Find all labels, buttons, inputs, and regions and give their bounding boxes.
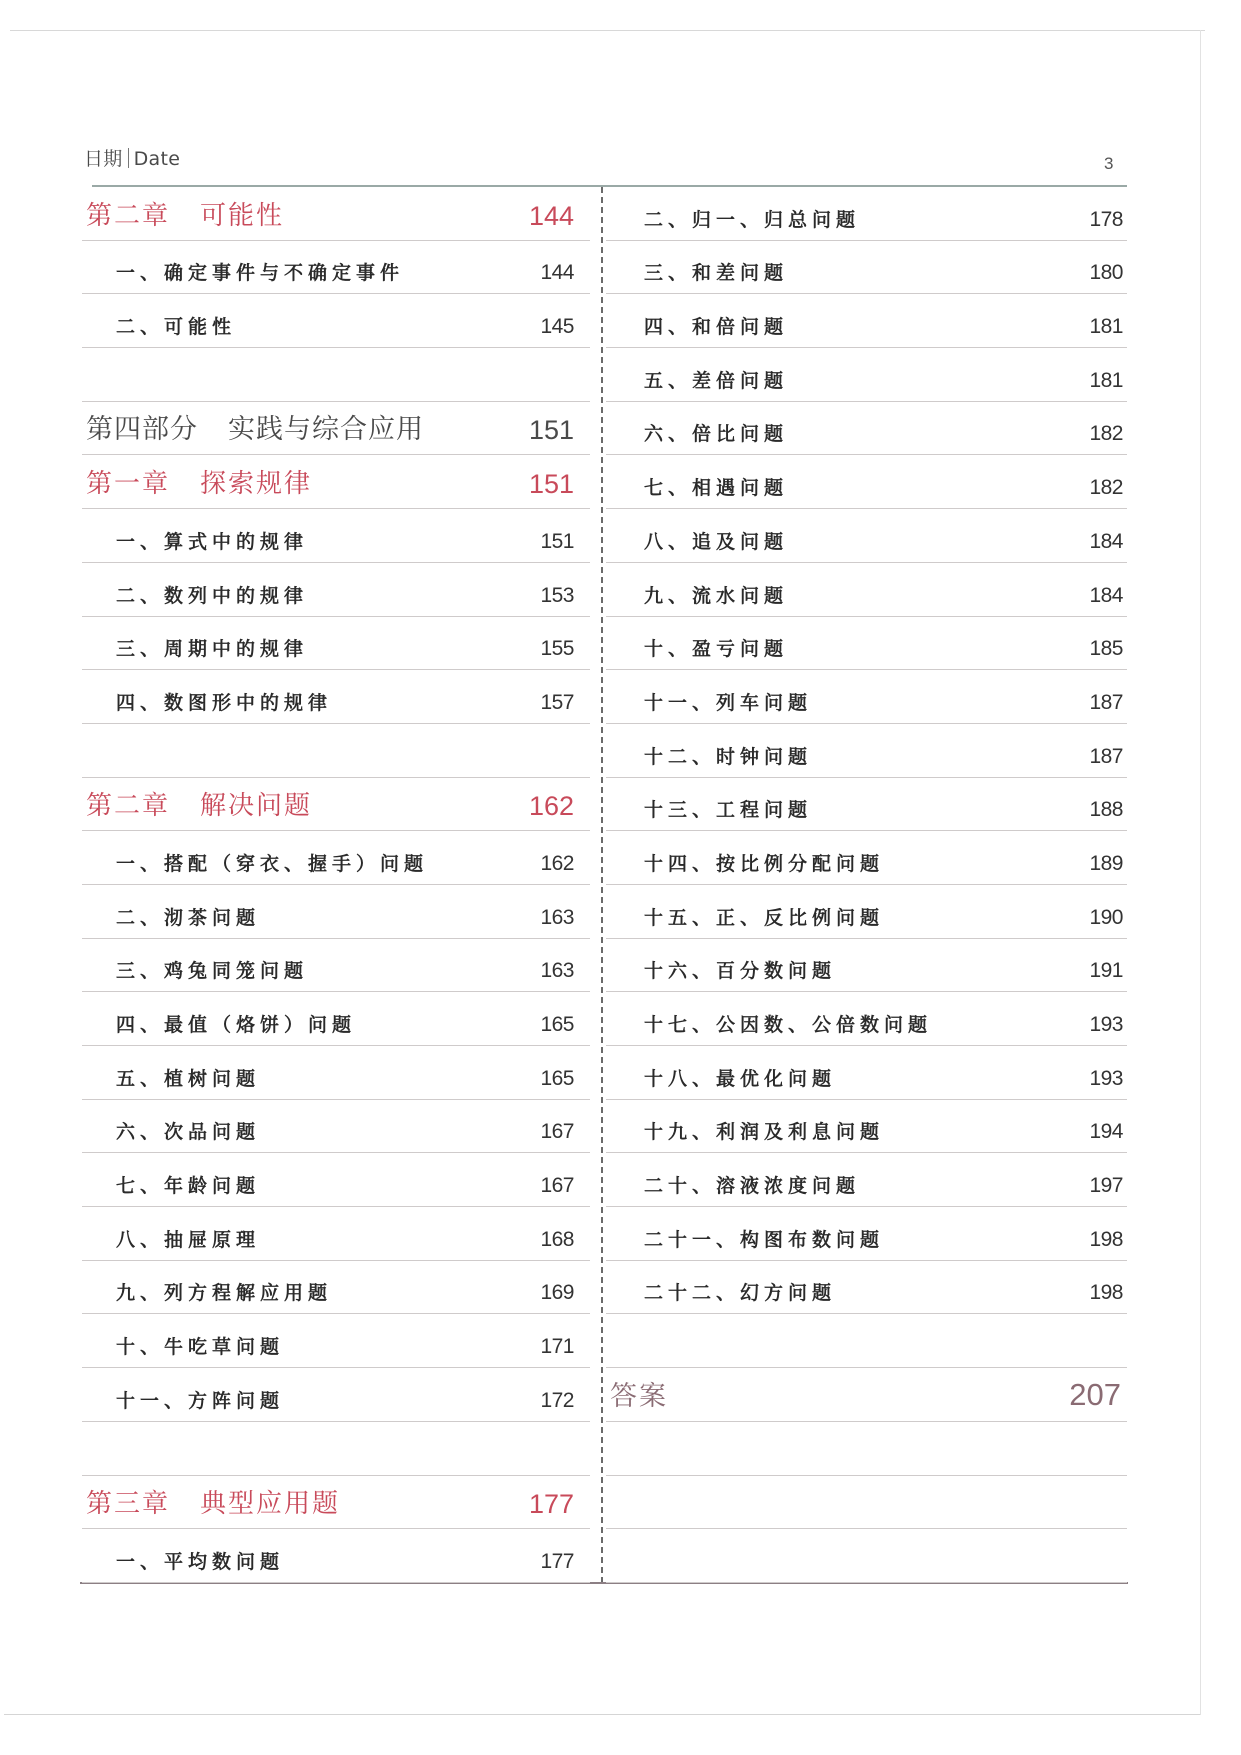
toc-entry-item[interactable] [606,241,1127,295]
toc-entry-title [82,407,514,446]
toc-entry-prefix: 第一章 [86,469,171,500]
toc-entry-title: 二十、溶液浓度问题 [644,1175,861,1198]
toc-right-column [606,187,1127,1583]
toc-entry-page: 157 [540,690,574,714]
toc-entry-page: 181 [1089,315,1123,339]
toc-entry-item[interactable] [606,992,1127,1046]
toc-entry-page: 177 [528,1489,574,1520]
toc-entry-item[interactable] [82,670,590,724]
toc-entry-item[interactable] [82,992,590,1046]
toc-entry-prefix: 第三章 [86,1489,171,1520]
toc-entry-item[interactable] [606,187,1127,241]
toc-entry-item[interactable] [606,939,1127,993]
toc-entry-title: 一、搭配（穿衣、握手）问题 [116,852,429,875]
toc-blank-row [82,348,590,402]
toc-entry-page: 191 [1089,959,1123,983]
toc-entry-title-text: 实践与综合应用 [228,414,424,446]
toc-entry-page: 184 [1089,583,1123,607]
toc-entry-page: 163 [540,959,574,983]
toc-entry-item[interactable] [606,724,1127,778]
toc-entry-title: 五、植树问题 [116,1067,261,1090]
toc-blank-row [82,724,590,778]
toc-entry-title-text: 探索规律 [200,469,313,500]
toc-entry-item[interactable] [82,1368,590,1422]
toc-entry-prefix: 第四部分 [86,414,198,446]
toc-entry-title-text: 可能性 [200,200,285,231]
toc-entry-title: 一、确定事件与不确定事件 [116,262,405,285]
toc-entry-title: 二十二、幻方问题 [644,1282,837,1305]
toc-entry-page: 151 [528,469,574,500]
toc-entry-item[interactable] [606,348,1127,402]
toc-entry-item[interactable] [606,455,1127,509]
toc-entry-title: 一、算式中的规律 [116,530,309,553]
toc-entry-item[interactable] [82,1314,590,1368]
toc-entry-page: 184 [1089,529,1123,553]
toc-entry-title: 答案 [610,1380,668,1412]
toc-entry-page: 187 [1089,690,1123,714]
toc-entry-title: 十七、公因数、公倍数问题 [644,1014,933,1036]
toc-entry-title: 九、列方程解应用题 [116,1282,333,1305]
toc-entry-page: 181 [1089,368,1123,392]
toc-entry-title: 四、和倍问题 [644,316,789,339]
toc-entry-page: 167 [540,1120,574,1144]
toc-entry-page: 178 [1089,207,1123,231]
toc-entry-title: 十二、时钟问题 [644,745,813,768]
toc-entry-chapter[interactable] [82,187,590,241]
toc-entry-title: 六、倍比问题 [644,423,789,446]
toc-entry-page: 165 [540,1066,574,1090]
toc-entry-page: 190 [1089,905,1123,929]
toc-entry-item[interactable] [82,1529,590,1583]
toc-entry-item[interactable] [606,617,1127,671]
toc-entry-title: 二、归一、归总问题 [644,208,861,231]
toc-entry-page: 162 [528,791,574,822]
toc-entry-item[interactable] [82,885,590,939]
date-label-cn: 日期 [84,148,123,170]
toc-entry-chapter[interactable] [82,455,590,509]
toc-entry-page: 165 [540,1013,574,1036]
toc-entry-title: 十五、正、反比例问题 [644,906,885,929]
toc-entry-title [82,1483,514,1520]
toc-entry-title: 十一、列车问题 [644,691,813,714]
toc-entry-item[interactable] [82,617,590,671]
toc-entry-title: 二、沏茶问题 [116,906,261,929]
toc-entry-page: 163 [540,905,574,929]
toc-entry-page: 187 [1089,744,1123,768]
toc-entry-title: 四、最值（烙饼）问题 [116,1014,357,1036]
toc-blank-row [606,1422,1127,1476]
toc-entry-page: 198 [1089,1281,1123,1305]
toc-entry-title: 六、次品问题 [116,1121,261,1144]
toc-entry-title: 二、可能性 [116,316,237,339]
toc-entry-item[interactable] [606,1261,1127,1315]
toc-entry-page: 145 [540,315,574,339]
toc-entry-page: 155 [540,637,574,661]
toc-entry-prefix: 第二章 [86,200,171,231]
toc-entry-item[interactable] [82,1207,590,1261]
toc-entry-item[interactable] [82,563,590,617]
toc-entry-item[interactable] [606,1207,1127,1261]
toc-blank-row [606,1314,1127,1368]
toc-entry-item[interactable] [606,509,1127,563]
toc-entry-page: 169 [540,1281,574,1305]
toc-entry-page: 168 [540,1227,574,1251]
toc-entry-item[interactable] [82,939,590,993]
toc-entry-title: 十、牛吃草问题 [116,1336,285,1359]
toc-entry-title: 三、周期中的规律 [116,638,309,661]
toc-entry-page: 177 [540,1549,574,1573]
toc-entry-page: 194 [1089,1120,1123,1144]
toc-entry-title: 四、数图形中的规律 [116,691,333,714]
toc-entry-page: 180 [1089,261,1123,285]
toc-entry-page: 151 [528,415,574,446]
date-label-en: Date [133,148,181,170]
toc-entry-title: 十六、百分数问题 [644,960,837,983]
toc-entry-chapter[interactable] [82,778,590,832]
toc-entry-item[interactable] [82,831,590,885]
toc-blank-row [82,1422,590,1476]
toc-blank-row [606,1529,1127,1583]
toc-entry-answer[interactable] [606,1368,1127,1422]
scan-edge-bottom [4,1714,1200,1715]
toc-entry-title: 十三、工程问题 [644,799,813,822]
toc-entry-item[interactable] [82,1261,590,1315]
toc-entry-title: 二十一、构图布数问题 [644,1228,885,1251]
toc-entry-page: 198 [1089,1227,1123,1251]
scan-edge-top [10,30,1205,31]
toc-entry-page: 167 [540,1174,574,1198]
toc-entry-page: 185 [1089,637,1123,661]
toc-entry-item[interactable] [606,402,1127,456]
toc-entry-title: 十四、按比例分配问题 [644,852,885,875]
page-number: 3 [1104,154,1114,173]
toc-entry-title: 八、追及问题 [644,530,789,553]
toc-entry-title: 十、盈亏问题 [644,638,789,661]
toc-entry-item[interactable] [606,1153,1127,1207]
toc-entry-item[interactable] [606,563,1127,617]
toc-entry-title-text: 典型应用题 [200,1489,341,1520]
toc-entry-item[interactable] [606,831,1127,885]
toc-entry-item[interactable] [606,1046,1127,1100]
toc-entry-page: 172 [540,1388,574,1412]
toc-blank-row [606,1476,1127,1530]
toc-entry-page: 144 [540,261,574,285]
toc-entry-item[interactable] [82,1100,590,1154]
toc-entry-item[interactable] [606,670,1127,724]
toc-entry-item[interactable] [82,294,590,348]
toc-entry-title: 十八、最优化问题 [644,1067,837,1090]
toc-entry-title: 七、相遇问题 [644,477,789,500]
toc-entry-title: 五、差倍问题 [644,369,789,392]
toc-entry-page: 193 [1089,1013,1123,1036]
toc-entry-title: 三、和差问题 [644,262,789,285]
toc-entry-prefix: 第二章 [86,791,171,822]
toc-entry-part[interactable] [82,402,590,456]
toc-entry-page: 151 [540,529,574,553]
toc-entry-item[interactable] [82,1153,590,1207]
toc-entry-title [82,785,514,822]
toc-entry-page: 188 [1089,798,1123,822]
date-separator [128,148,129,168]
toc-entry-page: 171 [540,1335,574,1359]
column-divider [601,187,603,1583]
toc-entry-title [82,195,514,232]
toc-entry-title: 一、平均数问题 [116,1550,285,1573]
toc-entry-item[interactable] [606,294,1127,348]
toc-entry-item[interactable] [606,778,1127,832]
scan-edge-right [1200,30,1201,1715]
toc-entry-title [82,463,514,500]
toc-entry-page: 193 [1089,1066,1123,1090]
toc-entry-item[interactable] [606,1100,1127,1154]
toc-entry-chapter[interactable] [82,1476,590,1530]
toc-entry-title-text: 解决问题 [200,791,313,822]
date-label [84,144,180,171]
toc-left-column [82,187,590,1583]
toc-entry-page: 162 [540,851,574,875]
toc-entry-page: 182 [1089,476,1123,500]
toc-entry-item[interactable] [82,1046,590,1100]
toc-entry-item[interactable] [606,885,1127,939]
toc-entry-page: 189 [1089,851,1123,875]
toc-entry-page: 153 [540,583,574,607]
toc-entry-page: 197 [1089,1174,1123,1198]
toc-entry-title: 七、年龄问题 [116,1175,261,1198]
toc-entry-page: 182 [1089,422,1123,446]
toc-entry-page: 207 [1069,1376,1121,1412]
toc-entry-title: 十九、利润及利息问题 [644,1121,885,1144]
toc-entry-page: 144 [528,200,574,231]
toc-entry-title: 三、鸡兔同笼问题 [116,960,309,983]
toc-entry-title: 九、流水问题 [644,584,789,607]
toc-entry-title: 二、数列中的规律 [116,584,309,607]
toc-entry-item[interactable] [82,509,590,563]
toc-entry-item[interactable] [82,241,590,295]
toc-entry-title: 八、抽屉原理 [116,1228,261,1251]
toc-entry-title: 十一、方阵问题 [116,1389,285,1412]
